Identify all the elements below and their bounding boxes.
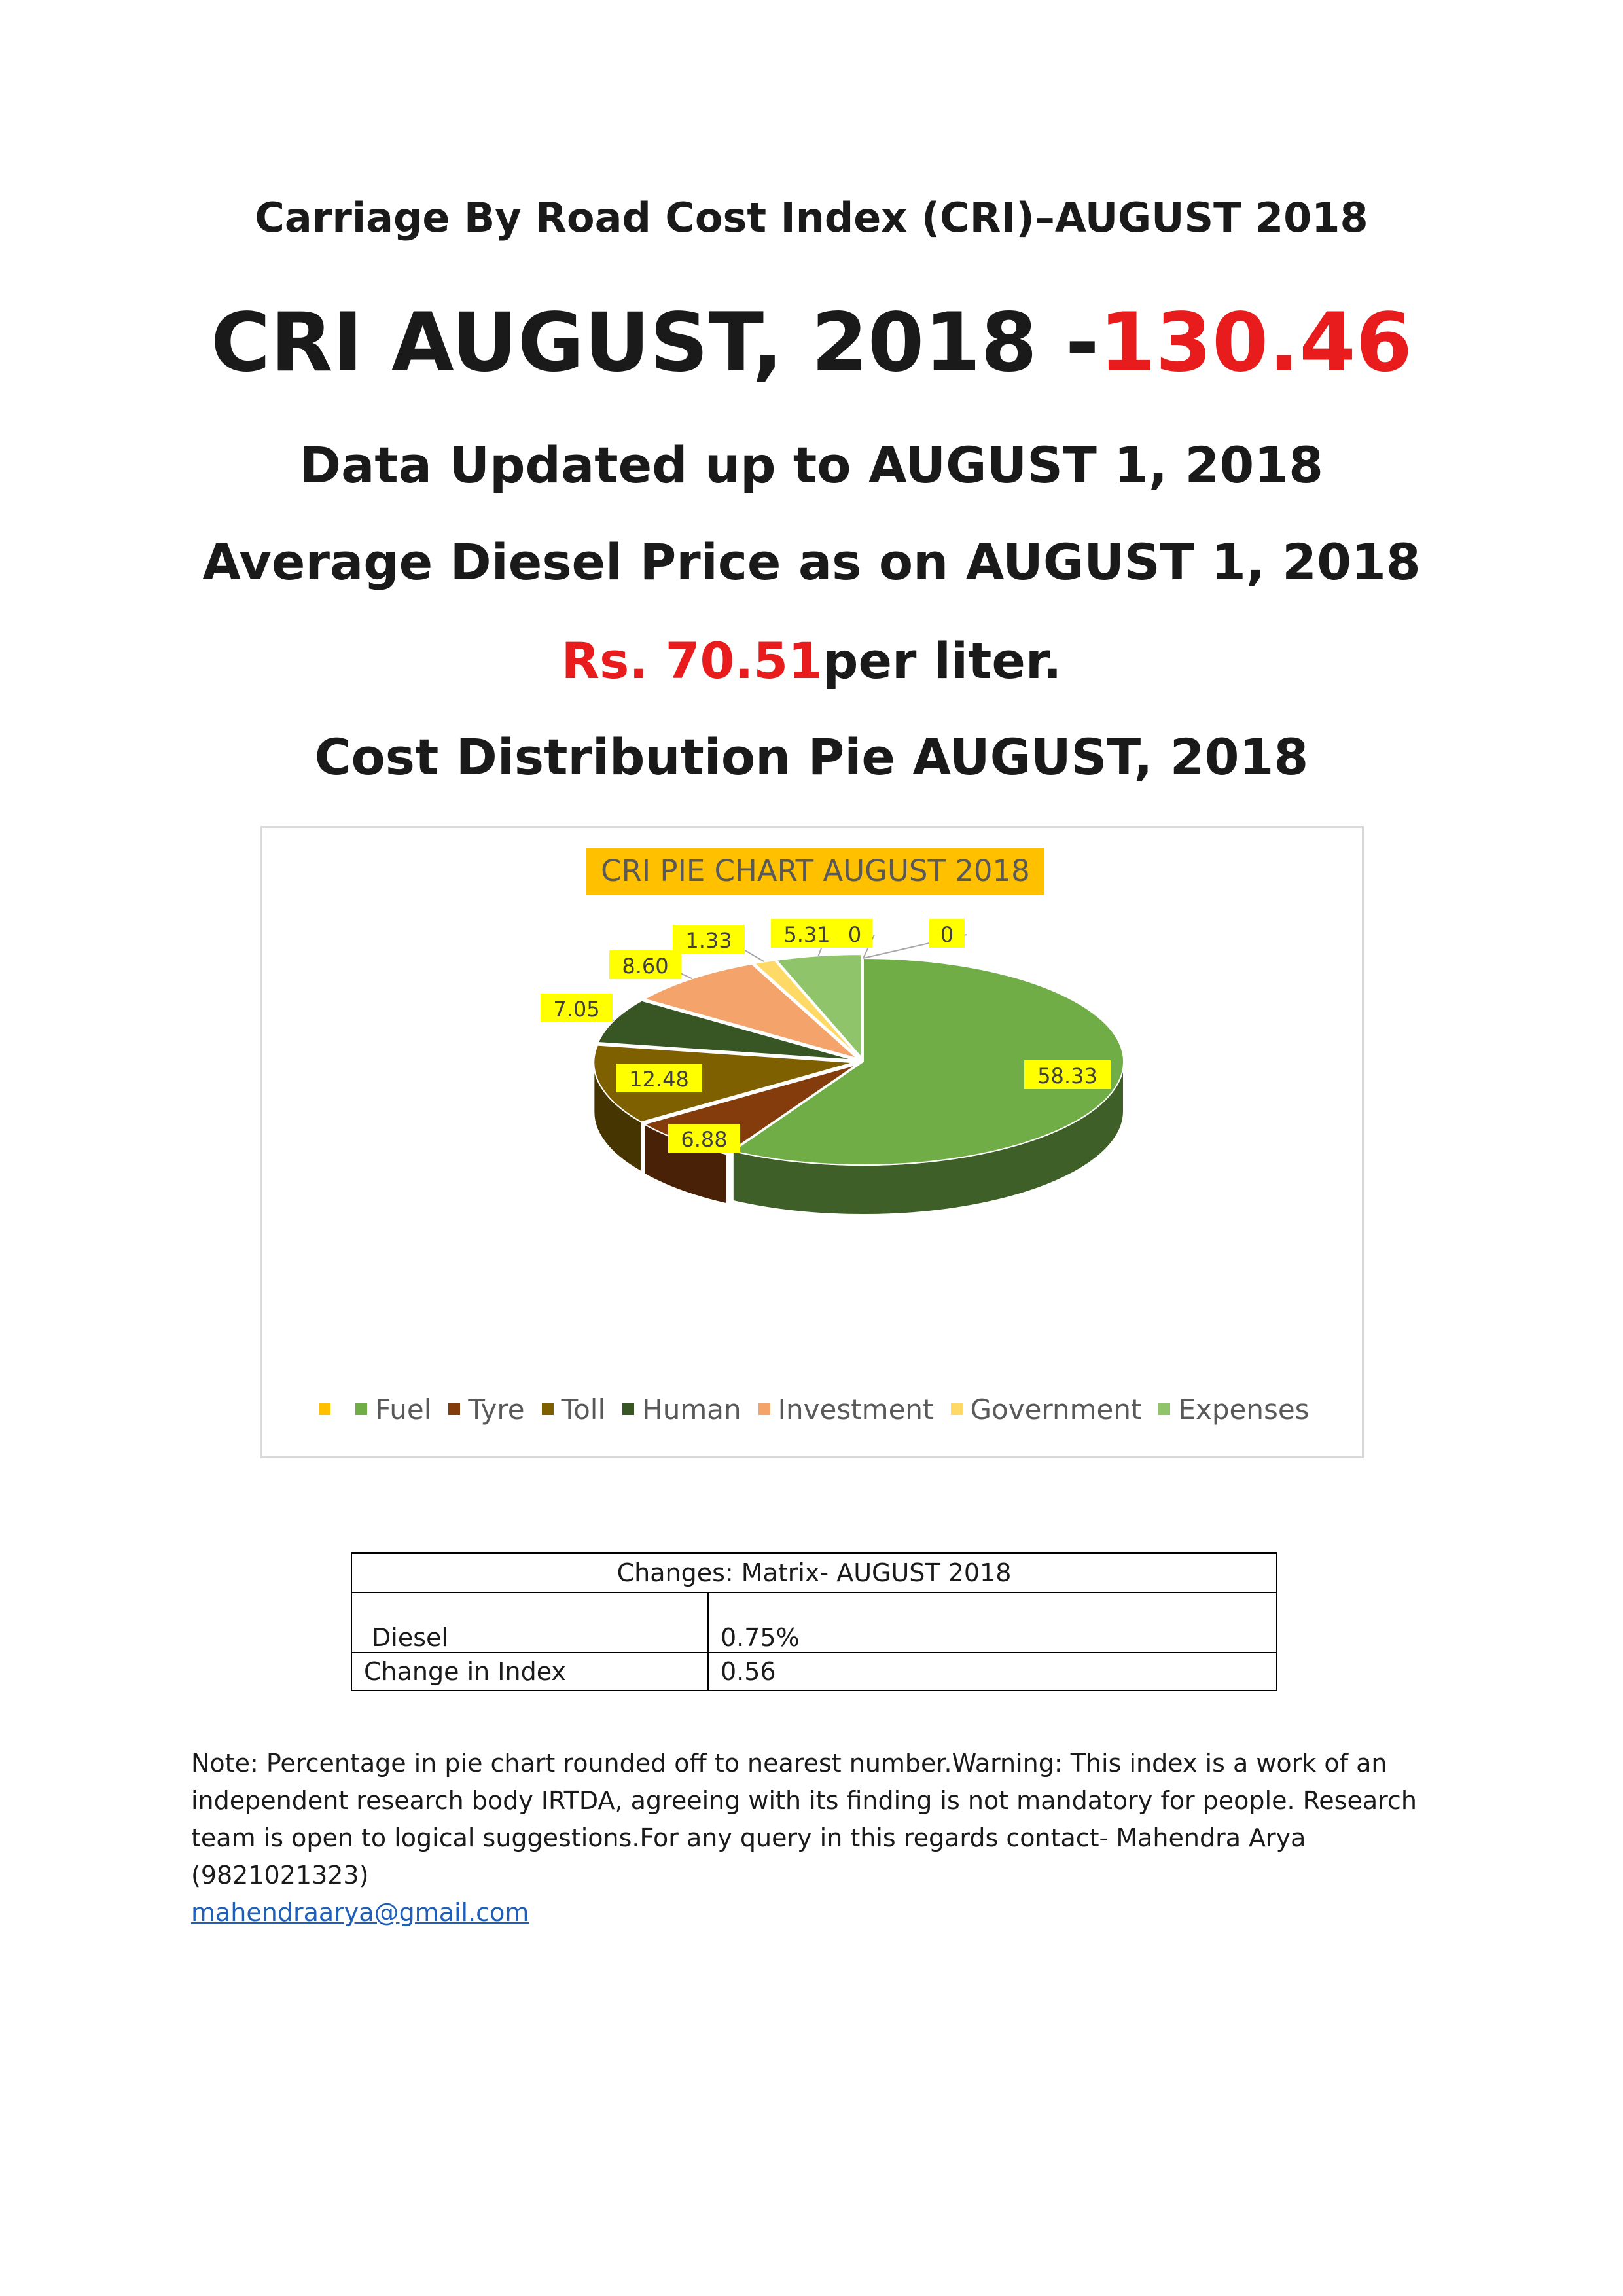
data-label: 12.48 — [629, 1067, 689, 1092]
data-label: 0 — [847, 922, 862, 947]
legend-item — [542, 1393, 606, 1426]
data-label: 6.88 — [681, 1127, 728, 1152]
legend-item — [758, 1393, 934, 1426]
note-paragraph — [191, 1745, 1474, 1931]
pie-chart-frame — [260, 826, 1364, 1458]
cri-headline — [0, 296, 1623, 390]
legend-label: Fuel — [375, 1393, 432, 1426]
legend-swatch — [622, 1403, 634, 1415]
legend-label: Investment — [777, 1393, 934, 1426]
table-row — [351, 1653, 1277, 1691]
legend-label: Government — [970, 1393, 1142, 1426]
contact-email-link[interactable]: mahendraarya@gmail.com — [191, 1898, 529, 1927]
cri-index-value: 130.46 — [1099, 296, 1412, 390]
legend-swatch — [758, 1403, 770, 1415]
legend-swatch — [1158, 1403, 1170, 1415]
matrix-title: Changes: Matrix- AUGUST 2018 — [351, 1553, 1277, 1592]
matrix-row-label: Change in Index — [351, 1653, 708, 1691]
data-label: 0 — [940, 922, 954, 947]
page-subtitle: Carriage By Road Cost Index (CRI)–AUGUST 2018 — [255, 194, 1368, 242]
legend-label: Tyre — [468, 1393, 525, 1426]
legend-item — [448, 1393, 524, 1426]
data-label: 1.33 — [685, 928, 732, 953]
legend-item — [355, 1393, 431, 1426]
legend-swatch — [319, 1403, 330, 1415]
legend-item — [319, 1393, 338, 1426]
chart-title: CRI PIE CHART AUGUST 2018 — [586, 848, 1044, 895]
pie-chart — [262, 828, 1366, 1460]
matrix-row-label: Diesel — [351, 1592, 708, 1653]
note-text: Note: Percentage in pie chart rounded off to nearest number.Warning: This index is a work of an independent research body IRTDA, agreeing with its finding is not mandatory for people. Research team is open to logical suggestions.For any query in this regards contact- Mahendra Arya (9821021323) — [191, 1749, 1417, 1890]
avg-diesel-line: Average Diesel Price as on AUGUST 1, 2018 — [202, 533, 1421, 591]
diesel-price-value: Rs. 70.51 — [561, 632, 823, 690]
pie-heading: Cost Distribution Pie AUGUST, 2018 — [314, 728, 1309, 786]
matrix-row-value: 0.75% — [708, 1592, 1277, 1653]
legend-swatch — [448, 1403, 460, 1415]
legend-label: Expenses — [1178, 1393, 1310, 1426]
legend-item — [622, 1393, 741, 1426]
data-label: 7.05 — [553, 997, 600, 1022]
diesel-price-suffix: per liter. — [823, 632, 1062, 690]
changes-matrix-table — [351, 1552, 1277, 1691]
data-label: 58.33 — [1037, 1064, 1097, 1088]
legend-item — [951, 1393, 1142, 1426]
legend-swatch — [542, 1403, 554, 1415]
data-label: 5.31 — [783, 922, 830, 947]
legend-item — [1158, 1393, 1309, 1426]
matrix-row-value: 0.56 — [708, 1653, 1277, 1691]
legend-label: Human — [642, 1393, 741, 1426]
legend-label: Toll — [561, 1393, 606, 1426]
data-updated-line: Data Updated up to AUGUST 1, 2018 — [299, 436, 1323, 494]
table-row — [351, 1592, 1277, 1653]
chart-legend — [262, 1393, 1366, 1426]
diesel-price-line — [0, 632, 1623, 690]
legend-swatch — [355, 1403, 367, 1415]
cri-headline-prefix: CRI AUGUST, 2018 - — [211, 296, 1099, 390]
legend-swatch — [951, 1403, 963, 1415]
data-label: 8.60 — [622, 954, 669, 978]
